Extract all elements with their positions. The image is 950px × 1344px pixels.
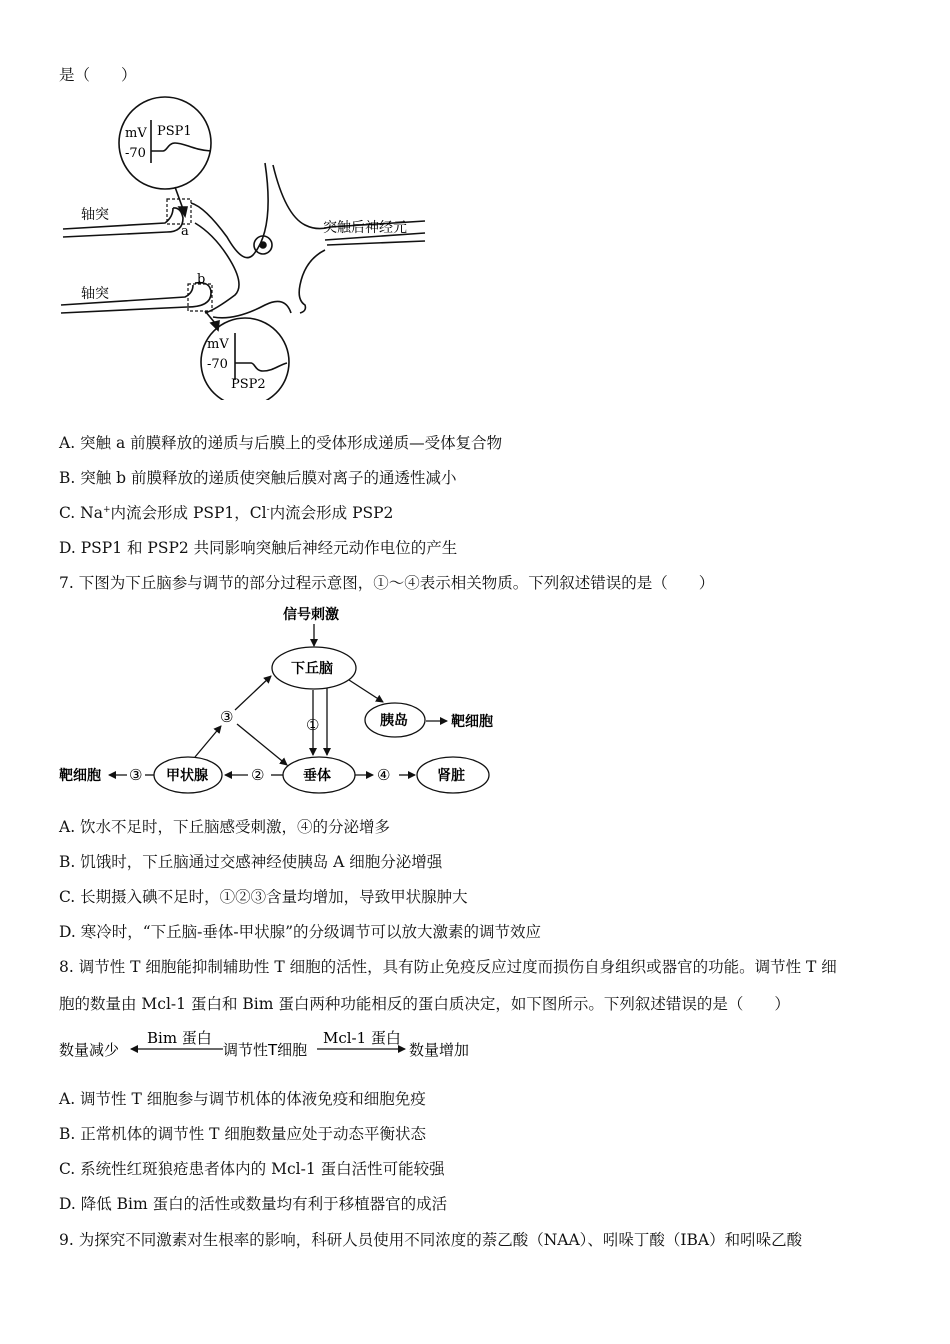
q8-option-b: B. 正常机体的调节性 T 细胞数量应处于动态平衡状态 [59, 1125, 426, 1143]
axon-label-1: 轴突 [81, 207, 109, 223]
psp1-value: -70 [125, 146, 146, 161]
axon-label-2: 轴突 [81, 286, 109, 302]
label-b: b [197, 272, 206, 287]
q6-option-d: D. PSP1 和 PSP2 共同影响突触后神经元动作电位的产生 [59, 539, 458, 557]
q7-option-b: B. 饥饿时，下丘脑通过交感神经使胰岛 A 细胞分泌增强 [59, 853, 443, 871]
marker-3-top: ③ [220, 708, 234, 726]
q6-option-c-mid: 内流会形成 PSP1，Cl [110, 504, 267, 522]
neuron-synapse-figure [55, 95, 445, 400]
hypothalamus-diagram [55, 600, 515, 800]
pituitary-label: 垂体 [303, 768, 331, 784]
islet-label: 胰岛 [380, 713, 408, 729]
q7-stem: 7. 下图为下丘脑参与调节的部分过程示意图，①～④表示相关物质。下列叙述错误的是（ ） [59, 574, 715, 592]
target-cell-label-2: 靶细胞 [59, 768, 101, 784]
q9-stem-line1: 9. 为探究不同激素对生根率的影响，科研人员使用不同浓度的萘乙酸（NAA）、吲哚丁酸（IBA）和吲哚乙酸 [59, 1231, 803, 1249]
q6-option-a: A. 突触 a 前膜释放的递质与后膜上的受体形成递质—受体复合物 [59, 434, 503, 452]
marker-4: ④ [377, 766, 391, 784]
target-cell-label-1: 靶细胞 [451, 714, 493, 730]
signal-label: 信号刺激 [283, 607, 339, 623]
psp1-circle [119, 97, 211, 189]
q6-option-c-post: 内流会形成 PSP2 [269, 504, 394, 522]
increase-label: 数量增加 [409, 1041, 470, 1059]
psp2-name: PSP2 [231, 377, 266, 392]
kidney-label: 肾脏 [437, 768, 465, 784]
q8-option-a: A. 调节性 T 细胞参与调节机体的体液免疫和细胞免疫 [59, 1090, 426, 1108]
treg-diagram [55, 1025, 495, 1065]
q6-option-c-pre: C. Na [59, 504, 103, 522]
q8-option-d: D. 降低 Bim 蛋白的活性或数量均有利于移植器官的成活 [59, 1195, 448, 1213]
psp1-unit: mV [125, 126, 147, 141]
q8-stem-line2: 胞的数量由 Mcl-1 蛋白和 Bim 蛋白两种功能相反的蛋白质决定，如下图所示。下列叙述错误的是（ ） [59, 995, 790, 1013]
psp1-name: PSP1 [157, 124, 192, 139]
q6-option-c-sup1: + [102, 504, 111, 515]
decrease-label: 数量减少 [59, 1041, 120, 1059]
q6-stem-tail: 是（ ） [59, 66, 137, 84]
q6-option-b: B. 突触 b 前膜释放的递质使突触后膜对离子的通透性减小 [59, 469, 457, 487]
bim-label: Bim 蛋白 [147, 1029, 212, 1047]
q8-option-c: C. 系统性红斑狼疮患者体内的 Mcl-1 蛋白活性可能较强 [59, 1160, 445, 1178]
hypothalamus-label: 下丘脑 [291, 661, 333, 677]
treg-label: 调节性T细胞 [223, 1041, 308, 1059]
q7-option-d: D. 寒冷时，“下丘脑-垂体-甲状腺”的分级调节可以放大激素的调节效应 [59, 923, 542, 941]
q6-option-c [59, 503, 393, 523]
thyroid-label: 甲状腺 [166, 768, 208, 784]
marker-1: ① [306, 716, 320, 734]
marker-3-left: ③ [129, 766, 143, 784]
q8-stem-line1: 8. 调节性 T 细胞能抑制辅助性 T 细胞的活性，具有防止免疫反应过度而损伤自身组织或器官的功能。调节性 T 细 [59, 958, 837, 976]
psp2-value: -70 [207, 357, 228, 372]
q6-option-c-sup2: - [266, 504, 270, 515]
postsynaptic-label: 突触后神经元 [323, 220, 407, 236]
marker-2: ② [251, 766, 265, 784]
q7-option-c: C. 长期摄入碘不足时，①②③含量均增加，导致甲状腺肿大 [59, 888, 468, 906]
psp2-unit: mV [207, 337, 229, 352]
q7-option-a: A. 饮水不足时，下丘脑感受刺激，④的分泌增多 [59, 818, 391, 836]
mcl-label: Mcl-1 蛋白 [323, 1029, 401, 1047]
label-a: a [181, 224, 189, 239]
